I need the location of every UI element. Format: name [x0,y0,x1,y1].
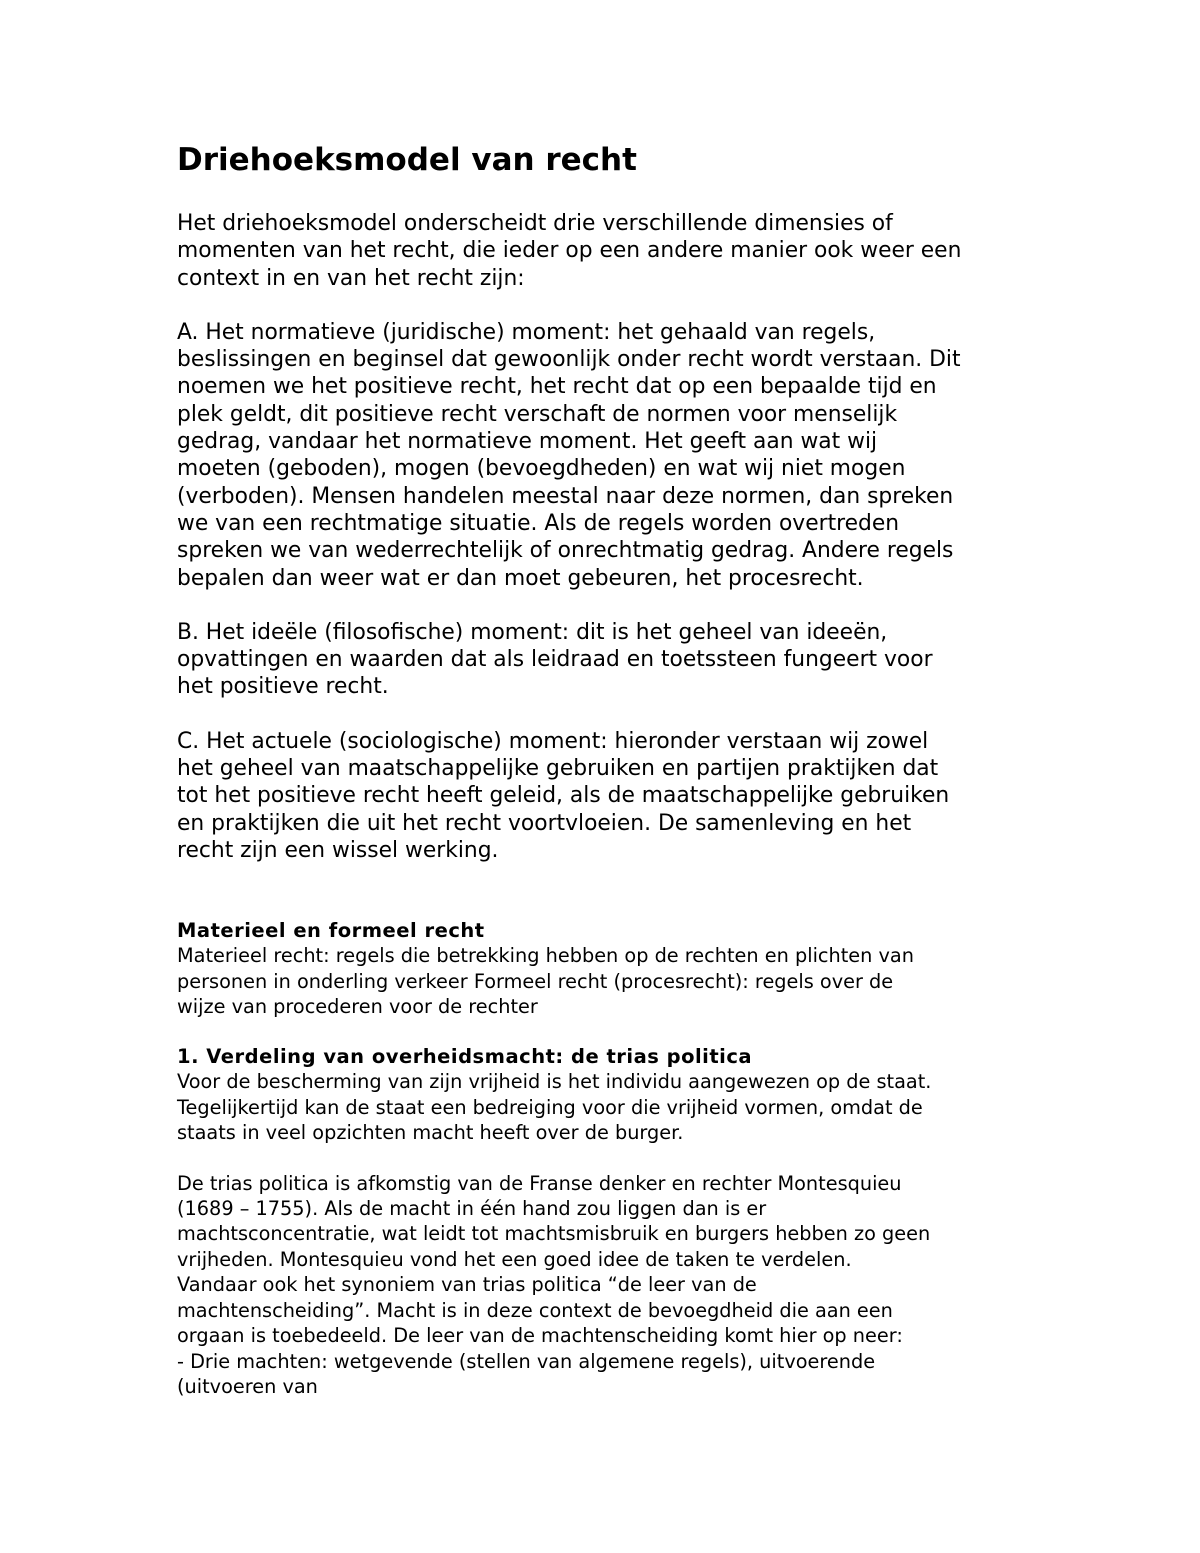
text-line: context in en van het recht zijn: [177,265,525,291]
text-line: tot het positieve recht heeft geleid, als de maatschappelijke gebruiken [177,783,950,809]
text-line: we van een rechtmatige situatie. Als de regels worden overtreden [177,510,900,536]
text-line: (1689 – 1755). Als de macht in één hand zou liggen dan is er [177,1197,767,1221]
text-line: (verboden). Mensen handelen meestal naar deze normen, dan spreken [177,483,954,509]
text-line: vrijheden. Montesquieu vond het een goed idee de taken te verdelen. [177,1247,852,1271]
moment-c-paragraph [177,728,1037,864]
text-line: (uitvoeren van [177,1374,318,1398]
text-line: Materieel recht: regels die betrekking hebben op de rechten en plichten van [177,944,914,968]
materieel-heading: Materieel en formeel recht [177,919,485,943]
intro-paragraph [177,210,1037,292]
text-line: en praktijken die uit het recht voortvloeien. De samenleving en het [177,810,912,836]
moment-a-paragraph [177,319,1037,592]
text-line: plek geldt, dit positieve recht verschaft de normen voor menselijk [177,401,898,427]
document-title: Driehoeksmodel van recht [177,142,637,178]
trias-paragraph-1 [177,1069,1037,1145]
text-line: het geheel van maatschappelijke gebruiken en partijen praktijken dat [177,756,939,782]
text-line: Voor de bescherming van zijn vrijheid is het individu aangewezen op de staat. [177,1070,932,1094]
text-line: opvattingen en waarden dat als leidraad en toetssteen fungeert voor [177,647,933,673]
text-line: bepalen dan weer wat er dan moet gebeuren, het procesrecht. [177,565,864,591]
document-page [177,140,1037,1399]
text-line: machtsconcentratie, wat leidt tot machtsmisbruik en burgers hebben zo geen [177,1222,931,1246]
materieel-paragraph [177,943,1037,1019]
text-line: machtenscheiding”. Macht is in deze context de bevoegdheid die aan een [177,1298,893,1322]
text-line: Tegelijkertijd kan de staat een bedreiging voor die vrijheid vormen, omdat de [177,1095,923,1119]
moment-b-paragraph [177,619,1037,701]
text-line: Vandaar ook het synoniem van trias politica “de leer van de [177,1273,757,1297]
trias-heading: 1. Verdeling van overheidsmacht: de trias politica [177,1045,753,1069]
text-line: gedrag, vandaar het normatieve moment. Het geeft aan wat wij [177,429,878,455]
text-line: spreken we van wederrechtelijk of onrechtmatig gedrag. Andere regels [177,538,954,564]
text-line: beslissingen en beginsel dat gewoonlijk onder recht wordt verstaan. Dit [177,347,961,373]
text-line: personen in onderling verkeer Formeel recht (procesrecht): regels over de [177,969,894,993]
text-line: - Drie machten: wetgevende (stellen van algemene regels), uitvoerende [177,1349,876,1373]
text-line: het positieve recht. [177,674,389,700]
text-line: De trias politica is afkomstig van de Franse denker en rechter Montesquieu [177,1171,902,1195]
text-line: recht zijn een wissel werking. [177,837,499,863]
text-line: wijze van procederen voor de rechter [177,995,538,1019]
text-line: Het driehoeksmodel onderscheidt drie verschillende dimensies of [177,211,893,236]
text-line: C. Het actuele (sociologische) moment: hieronder verstaan wij zowel [177,728,929,754]
text-line: momenten van het recht, die ieder op een andere manier ook weer een [177,238,962,264]
text-line: A. Het normatieve (juridische) moment: het gehaald van regels, [177,319,876,345]
text-line: noemen we het positieve recht, het recht dat op een bepaalde tijd en [177,374,937,400]
text-line: moeten (geboden), mogen (bevoegdheden) en wat wij niet mogen [177,456,906,482]
text-line: orgaan is toebedeeld. De leer van de machtenscheiding komt hier op neer: [177,1324,903,1348]
text-line: B. Het ideële (filosofische) moment: dit is het geheel van ideeën, [177,619,888,645]
text-line: staats in veel opzichten macht heeft over de burger. [177,1121,684,1145]
trias-paragraph-2 [177,1171,1037,1400]
